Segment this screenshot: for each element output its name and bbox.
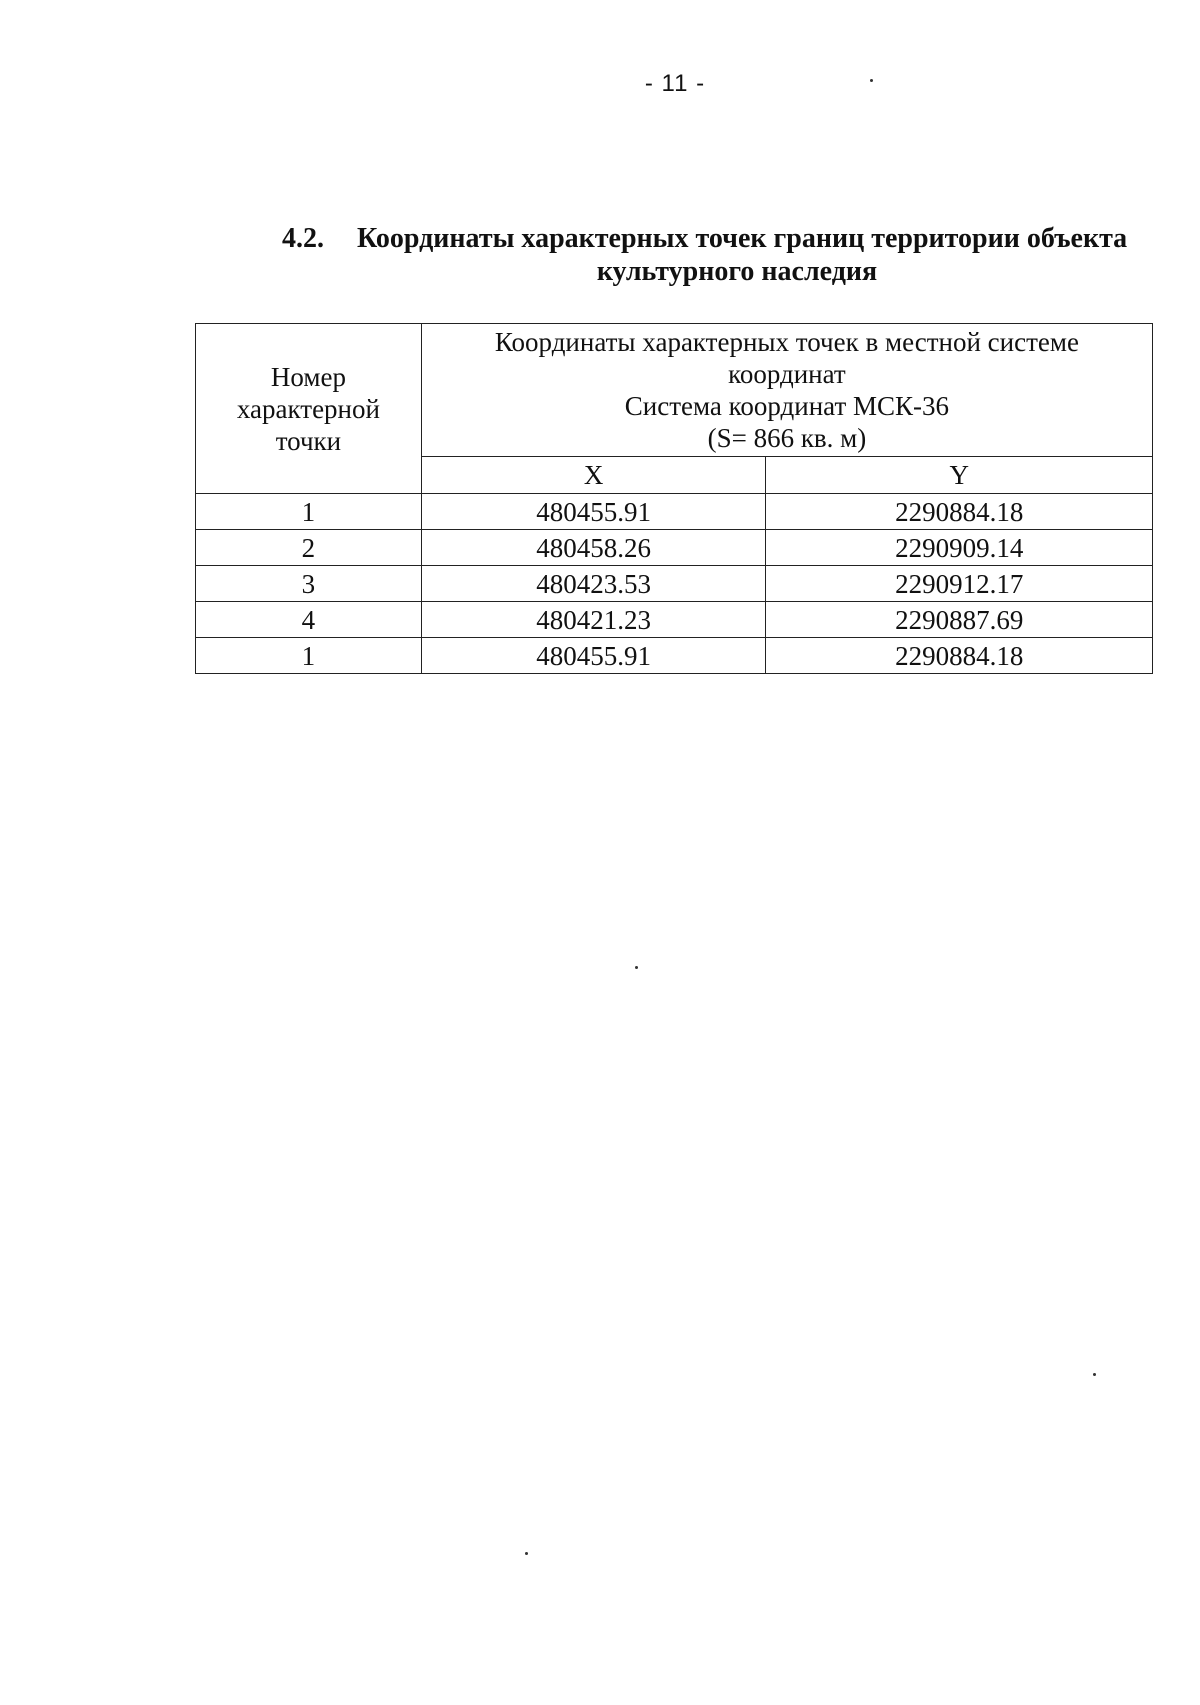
table-row: [196, 566, 1153, 602]
y-coordinate-cell: 2290887.69: [766, 602, 1153, 638]
table-row: [196, 602, 1153, 638]
coordinates-table: [195, 323, 1153, 674]
coordinate-system-header: [421, 324, 1152, 457]
y-coordinate-cell: 2290884.18: [766, 494, 1153, 530]
coordinate-system-header-line: Система координат МСК-36: [624, 391, 950, 421]
section-heading: [282, 222, 1152, 288]
page-number: - 11 -: [644, 70, 706, 97]
y-coordinate-cell: 2290884.18: [766, 638, 1153, 674]
x-coordinate-cell: 480421.23: [421, 602, 766, 638]
x-coordinate-cell: 480458.26: [421, 530, 766, 566]
point-number-header-line: Номер: [270, 361, 346, 392]
table-row: [196, 494, 1153, 530]
section-number: 4.2.: [282, 223, 324, 254]
coordinate-system-header-line: координат: [728, 359, 846, 389]
table-row: [196, 530, 1153, 566]
point-number-cell: 1: [196, 494, 422, 530]
x-coordinate-cell: 480423.53: [421, 566, 766, 602]
x-coordinate-cell: 480455.91: [421, 638, 766, 674]
x-column-header: X: [421, 457, 766, 494]
point-number-cell: 4: [196, 602, 422, 638]
point-number-cell: 1: [196, 638, 422, 674]
point-number-cell: 3: [196, 566, 422, 602]
point-number-header-line: характерной: [236, 393, 380, 424]
scan-speck: [635, 966, 638, 969]
point-number-header-line: точки: [275, 425, 342, 456]
table-row: [196, 638, 1153, 674]
coordinate-system-header-line: Координаты характерных точек в местной системе: [494, 327, 1079, 357]
coordinate-system-header-line: (S= 866 кв. м): [707, 423, 867, 453]
y-coordinate-cell: 2290912.17: [766, 566, 1153, 602]
scan-speck: [525, 1552, 528, 1555]
scan-speck: [870, 79, 873, 82]
section-title-line-2: культурного наследия: [596, 256, 878, 287]
x-coordinate-cell: 480455.91: [421, 494, 766, 530]
scan-speck: [1093, 1373, 1096, 1376]
y-coordinate-cell: 2290909.14: [766, 530, 1153, 566]
point-number-cell: 2: [196, 530, 422, 566]
section-title-line-1: Координаты характерных точек границ территории объекта: [357, 223, 1128, 254]
y-column-header: Y: [766, 457, 1153, 494]
point-number-header: [196, 324, 422, 494]
